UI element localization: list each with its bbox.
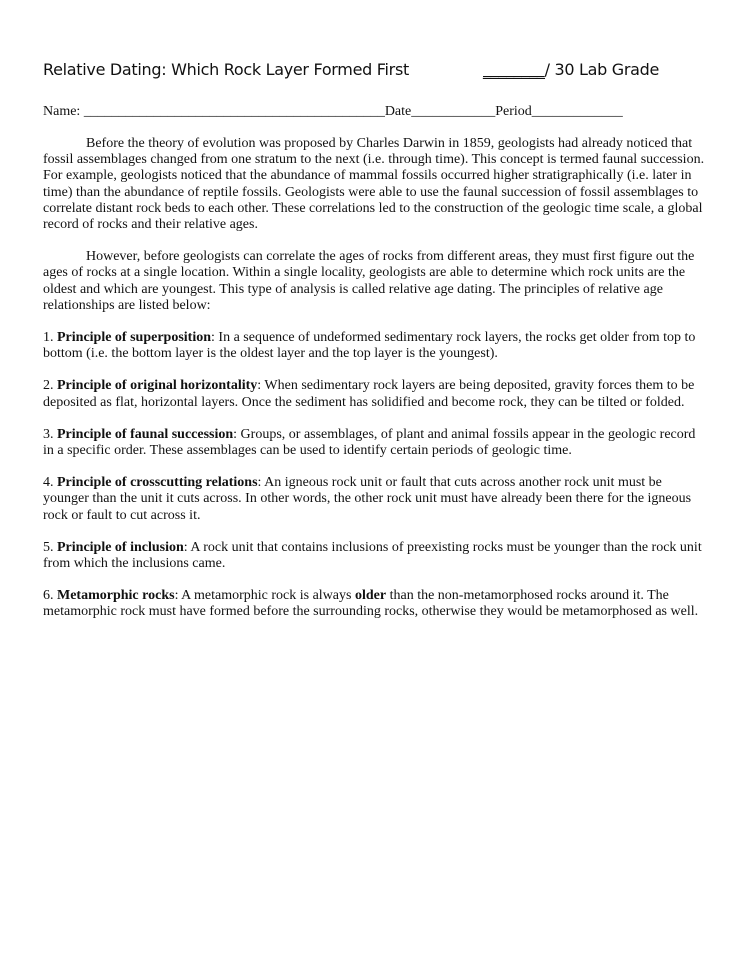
principle-name: Principle of crosscutting relations <box>57 475 258 491</box>
principle-text: : In a sequence of undeformed sedimentary rock layers, the rocks get older from top to bottom (i.e. the bottom layer is the oldest layer and the top layer is the youngest). <box>43 330 696 362</box>
principle-superposition <box>43 330 707 362</box>
grade-label: / 30 Lab Grade <box>544 60 660 79</box>
principle-text: : A rock unit that contains inclusions of preexisting rocks must be younger than the rock unit from which the inclusions came. <box>43 539 702 572</box>
principle-text-continued: than the non-metamorphosed rocks around it. The metamorphic rock must have formed before the surrounding rocks, otherwise they would be metamorphosed as well. <box>43 588 699 620</box>
intro-paragraph-1: Before the theory of evolution was proposed by Charles Darwin in 1859, geologists had already noticed that fossil assemblages changed from one stratum to the next (i.e. through time). This concept is termed faunal succession. For example, geologists noticed that the abundance of mammal fossils occurred higher stratigraphically (i.e. later in time) than the abundance of reptile fossils. Geologists were able to use the faunal succession of fossil assemblages to correlate distant rock beds to each other. These correlations led to the construction of the geologic time scale, a global record of rocks and their relative ages. <box>43 136 705 233</box>
principle-number: 2. <box>43 378 57 394</box>
principle-text: : An igneous rock unit or fault that cuts across another rock unit must be younger than the unit it cuts across. In other words, the other rock unit must have already been there for the igneous rock or fault to cut across it. <box>43 475 692 523</box>
principle-name: Principle of faunal succession <box>57 426 234 442</box>
worksheet-header <box>43 60 683 84</box>
principle-name: Metamorphic rocks <box>57 588 175 604</box>
principle-name: Principle of inclusion <box>57 539 184 555</box>
intro-paragraph-2: However, before geologists can correlate the ages of rocks from different areas, they must first figure out the ages of rocks at a single location. Within a single locality, geologists are able to determine which rock units are the oldest and which are youngest. This type of analysis is called relative age dating. The principles of relative age relationships are listed below: <box>43 249 695 313</box>
principle-name: Principle of original horizontality <box>57 378 258 394</box>
principle-text: : When sedimentary rock layers are being deposited, gravity forces them to be deposited as flat, horizontal layers. Once the sediment has solidified and become rock, they can be tilted or folded. <box>43 378 695 410</box>
lab-grade <box>483 60 659 79</box>
principle-number: 3. <box>43 426 57 442</box>
principle-text: : Groups, or assemblages, of plant and animal fossils appear in the geologic record in a specific order. These assemblages can be used to identify certain periods of geologic time. <box>43 426 696 459</box>
principle-inclusion <box>43 540 707 572</box>
principle-original-horizontality <box>43 378 707 410</box>
principle-number: 6. <box>43 588 57 604</box>
grade-blank: ________ <box>483 60 545 79</box>
principle-crosscutting-relations <box>43 475 707 524</box>
principle-text: : A metamorphic rock is always <box>174 588 355 604</box>
principle-name: Principle of superposition <box>57 330 212 346</box>
principle-number: 5. <box>43 539 57 555</box>
principle-number: 4. <box>43 475 57 491</box>
worksheet-title: Relative Dating: Which Rock Layer Formed First <box>43 60 409 79</box>
name-date-period-line: Name: ___________________________________________Date____________Period_____________ <box>43 104 623 119</box>
principle-faunal-succession <box>43 427 707 459</box>
emphasis-older: older <box>354 588 387 604</box>
principle-number: 1. <box>43 330 57 346</box>
worksheet-body <box>43 136 707 637</box>
principle-metamorphic-rocks <box>43 588 707 620</box>
